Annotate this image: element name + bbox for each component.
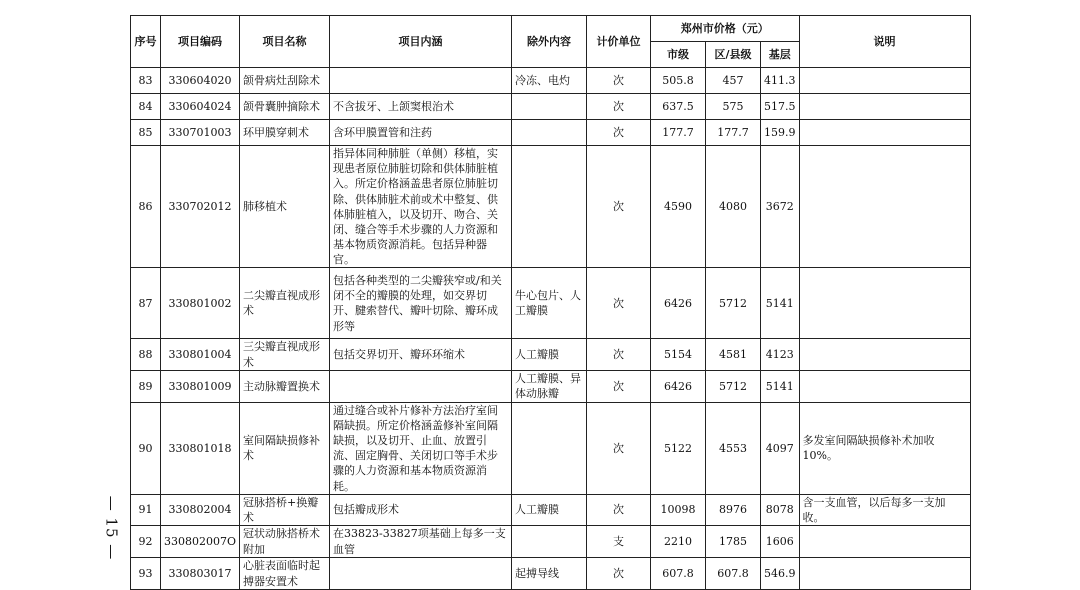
cell-code: 330801002 — [161, 268, 240, 339]
cell-code: 330801018 — [161, 402, 240, 494]
cell-city-price: 637.5 — [651, 94, 706, 120]
table-row — [131, 339, 971, 370]
cell-content: 通过缝合或补片修补方法治疗室间隔缺损。所定价格涵盖修补室间隔缺损，以及切开、止血、放置引流、固定胸骨、关闭切口等手术步骤的人力资源和基本物质资源消耗。 — [330, 402, 512, 494]
cell-basic-price: 159.9 — [761, 120, 800, 146]
cell-name: 三尖瓣直视成形术 — [240, 339, 330, 370]
cell-note — [799, 120, 970, 146]
cell-city-price: 607.8 — [651, 558, 706, 590]
table-row — [131, 402, 971, 494]
cell-seq: 87 — [131, 268, 161, 339]
cell-seq: 92 — [131, 526, 161, 558]
cell-seq: 90 — [131, 402, 161, 494]
cell-basic-price: 4097 — [761, 402, 800, 494]
cell-name: 冠脉搭桥+换瓣术 — [240, 494, 330, 525]
cell-name: 冠状动脉搭桥术附加 — [240, 526, 330, 558]
cell-city-price: 2210 — [651, 526, 706, 558]
cell-name: 二尖瓣直视成形术 — [240, 268, 330, 339]
cell-note: 含一支血管，以后每多一支加收。 — [799, 494, 970, 525]
cell-excluded: 牛心包片、人工瓣膜 — [512, 268, 587, 339]
table-row — [131, 494, 971, 525]
header-excluded: 除外内容 — [512, 16, 587, 68]
cell-note — [799, 339, 970, 370]
cell-county-price: 4581 — [706, 339, 761, 370]
cell-seq: 83 — [131, 68, 161, 94]
cell-excluded: 人工瓣膜、异体动脉瓣 — [512, 370, 587, 402]
cell-note — [799, 268, 970, 339]
cell-basic-price: 411.3 — [761, 68, 800, 94]
cell-code: 330801004 — [161, 339, 240, 370]
cell-content — [330, 68, 512, 94]
cell-content: 不含拔牙、上颌窦根治术 — [330, 94, 512, 120]
header-county: 区/县级 — [706, 42, 761, 68]
cell-content: 包括瓣成形术 — [330, 494, 512, 525]
cell-unit: 次 — [587, 402, 651, 494]
cell-content: 在33823-33827项基础上每多一支血管 — [330, 526, 512, 558]
cell-county-price: 4080 — [706, 146, 761, 268]
cell-seq: 88 — [131, 339, 161, 370]
cell-seq: 86 — [131, 146, 161, 268]
cell-code: 330801009 — [161, 370, 240, 402]
cell-unit: 次 — [587, 120, 651, 146]
cell-county-price: 4553 — [706, 402, 761, 494]
cell-unit: 次 — [587, 558, 651, 590]
price-table — [130, 15, 971, 590]
cell-unit: 次 — [587, 68, 651, 94]
cell-excluded — [512, 146, 587, 268]
cell-content: 包括交界切开、瓣环环缩术 — [330, 339, 512, 370]
cell-name: 环甲膜穿刺术 — [240, 120, 330, 146]
cell-name: 颌骨病灶刮除术 — [240, 68, 330, 94]
cell-basic-price: 1606 — [761, 526, 800, 558]
cell-county-price: 457 — [706, 68, 761, 94]
cell-county-price: 607.8 — [706, 558, 761, 590]
header-city: 市级 — [651, 42, 706, 68]
cell-unit: 次 — [587, 146, 651, 268]
cell-content — [330, 558, 512, 590]
cell-content — [330, 370, 512, 402]
cell-unit: 次 — [587, 268, 651, 339]
cell-seq: 93 — [131, 558, 161, 590]
cell-code: 330802007O — [161, 526, 240, 558]
cell-city-price: 4590 — [651, 146, 706, 268]
header-name: 项目名称 — [240, 16, 330, 68]
cell-excluded — [512, 526, 587, 558]
cell-note: 多发室间隔缺损修补术加收10%。 — [799, 402, 970, 494]
cell-basic-price: 517.5 — [761, 94, 800, 120]
header-unit: 计价单位 — [587, 16, 651, 68]
cell-basic-price: 5141 — [761, 370, 800, 402]
cell-basic-price: 546.9 — [761, 558, 800, 590]
cell-seq: 84 — [131, 94, 161, 120]
cell-excluded: 人工瓣膜 — [512, 494, 587, 525]
cell-code: 330802004 — [161, 494, 240, 525]
cell-basic-price: 4123 — [761, 339, 800, 370]
cell-note — [799, 68, 970, 94]
header-seq: 序号 — [131, 16, 161, 68]
cell-excluded: 起搏导线 — [512, 558, 587, 590]
cell-code: 330604020 — [161, 68, 240, 94]
cell-excluded — [512, 120, 587, 146]
cell-excluded: 人工瓣膜 — [512, 339, 587, 370]
table-row — [131, 146, 971, 268]
table-row — [131, 558, 971, 590]
cell-name: 心脏表面临时起搏器安置术 — [240, 558, 330, 590]
cell-note — [799, 526, 970, 558]
cell-city-price: 177.7 — [651, 120, 706, 146]
table-row — [131, 68, 971, 94]
cell-basic-price: 8078 — [761, 494, 800, 525]
cell-content: 含环甲膜置管和注药 — [330, 120, 512, 146]
cell-code: 330604024 — [161, 94, 240, 120]
table-row — [131, 94, 971, 120]
table-row — [131, 526, 971, 558]
header-note: 说明 — [799, 16, 970, 68]
cell-county-price: 5712 — [706, 370, 761, 402]
table-row — [131, 120, 971, 146]
cell-basic-price: 5141 — [761, 268, 800, 339]
cell-city-price: 6426 — [651, 370, 706, 402]
cell-seq: 89 — [131, 370, 161, 402]
cell-unit: 支 — [587, 526, 651, 558]
page-number: — 15 — — [102, 495, 120, 561]
cell-unit: 次 — [587, 339, 651, 370]
cell-seq: 85 — [131, 120, 161, 146]
header-price-group: 郑州市价格（元） — [651, 16, 800, 42]
header-basic: 基层 — [761, 42, 800, 68]
cell-name: 颌骨囊肿摘除术 — [240, 94, 330, 120]
cell-county-price: 8976 — [706, 494, 761, 525]
cell-name: 室间隔缺损修补术 — [240, 402, 330, 494]
cell-county-price: 5712 — [706, 268, 761, 339]
cell-county-price: 1785 — [706, 526, 761, 558]
cell-name: 肺移植术 — [240, 146, 330, 268]
cell-note — [799, 558, 970, 590]
cell-city-price: 505.8 — [651, 68, 706, 94]
table-row — [131, 268, 971, 339]
header-code: 项目编码 — [161, 16, 240, 68]
cell-county-price: 177.7 — [706, 120, 761, 146]
cell-content: 指异体同种肺脏（单侧）移植，实现患者原位肺脏切除和供体肺脏植入。所定价格涵盖患者原位肺脏切除、供体肺脏术前或术中整复、供体肺脏植入，以及切开、吻合、关闭、缝合等手术步骤的人力资源和基本物质资源消耗。包括异种器官。 — [330, 146, 512, 268]
cell-county-price: 575 — [706, 94, 761, 120]
cell-code: 330701003 — [161, 120, 240, 146]
cell-city-price: 6426 — [651, 268, 706, 339]
cell-unit: 次 — [587, 94, 651, 120]
cell-city-price: 10098 — [651, 494, 706, 525]
header-content: 项目内涵 — [330, 16, 512, 68]
cell-excluded — [512, 402, 587, 494]
table-row — [131, 370, 971, 402]
cell-code: 330702012 — [161, 146, 240, 268]
cell-code: 330803017 — [161, 558, 240, 590]
cell-note — [799, 370, 970, 402]
cell-basic-price: 3672 — [761, 146, 800, 268]
cell-note — [799, 94, 970, 120]
cell-note — [799, 146, 970, 268]
cell-content: 包括各种类型的二尖瓣狭窄或/和关闭不全的瓣膜的处理，如交界切开、腱索替代、瓣叶切除、瓣环成形等 — [330, 268, 512, 339]
cell-city-price: 5154 — [651, 339, 706, 370]
cell-excluded — [512, 94, 587, 120]
cell-unit: 次 — [587, 370, 651, 402]
cell-city-price: 5122 — [651, 402, 706, 494]
cell-excluded: 冷冻、电灼 — [512, 68, 587, 94]
cell-seq: 91 — [131, 494, 161, 525]
cell-name: 主动脉瓣置换术 — [240, 370, 330, 402]
cell-unit: 次 — [587, 494, 651, 525]
